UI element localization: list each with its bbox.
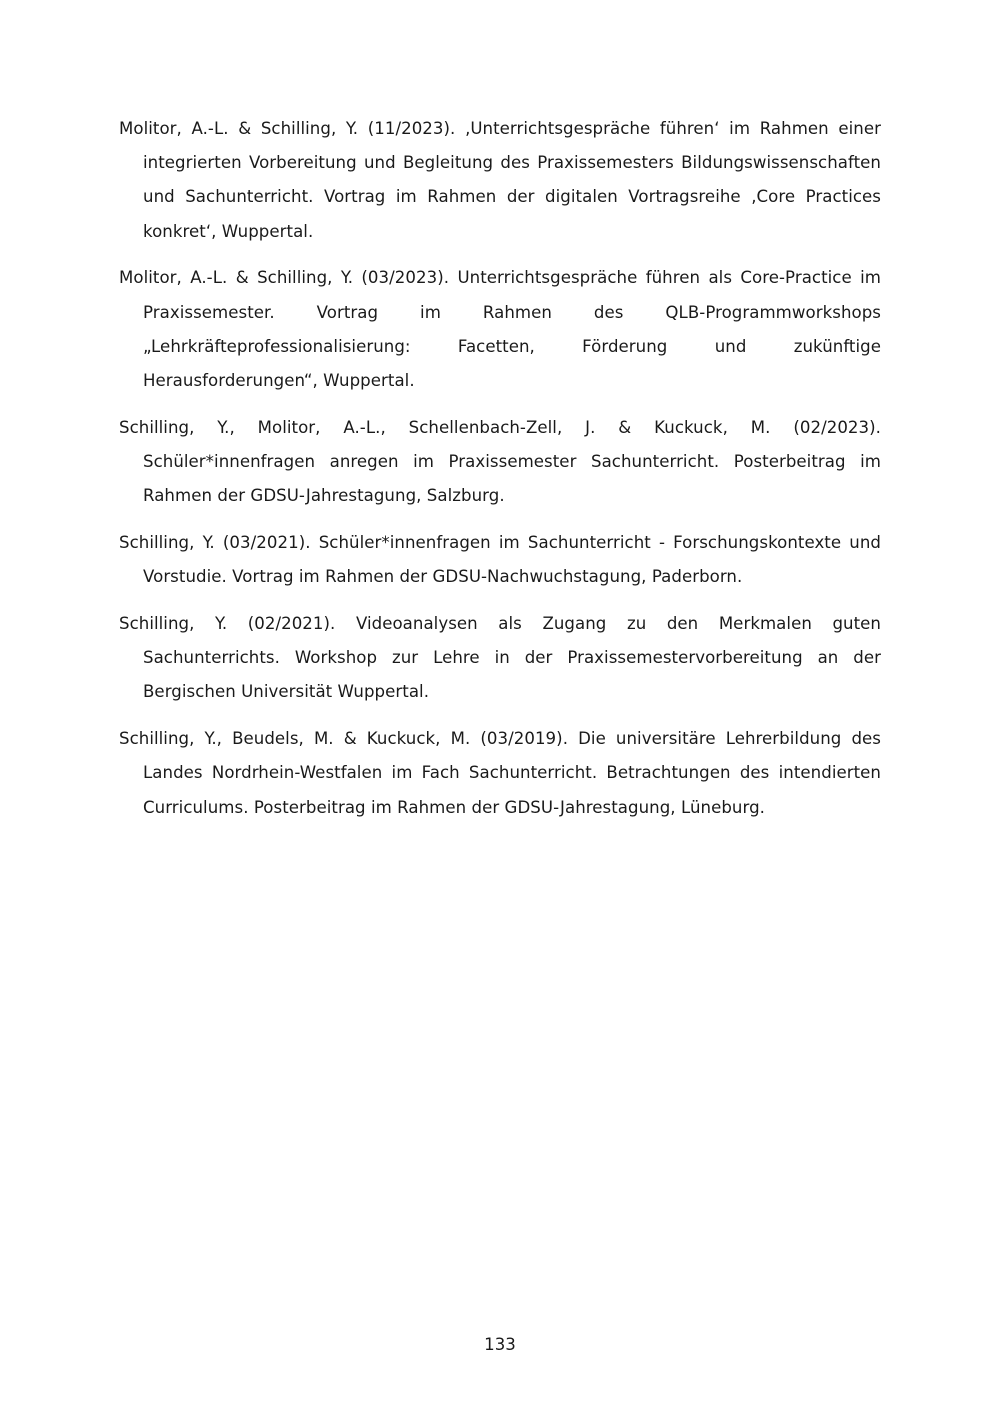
reference-entry: Schilling, Y., Beudels, M. & Kuckuck, M. (03/2019). Die universitäre Lehrerbildung des Landes Nordrhein-Westfalen im Fach Sachunterricht. Betrachtungen des intendierten Curriculums. Posterbeitrag im Rahmen der GDSU-Jahrestagung, Lüneburg. bbox=[119, 729, 881, 817]
page-number: 133 bbox=[484, 1335, 516, 1354]
reference-entry: Schilling, Y. (02/2021). Videoanalysen als Zugang zu den Merkmalen guten Sachunterrichts. Workshop zur Lehre in der Praxissemestervorbereitung an der Bergischen Universität Wuppertal. bbox=[119, 614, 881, 702]
reference-entry: Molitor, A.-L. & Schilling, Y. (03/2023). Unterrichtsgespräche führen als Core-Practice im Praxissemester. Vortrag im Rahmen des QLB-Programmworkshops „Lehrkräfteprofessionalisierung: Facetten, Förderung und zukünftige Herausforderungen“, Wuppertal. bbox=[119, 268, 881, 391]
reference-list bbox=[119, 112, 881, 837]
reference-entry: Molitor, A.-L. & Schilling, Y. (11/2023). ‚Unterrichtsgespräche führen‘ im Rahmen einer integrierten Vorbereitung und Begleitung des Praxissemesters Bildungswissenschaften und Sachunterricht. Vortrag im Rahmen der digitalen Vortragsreihe ‚Core Practices konkret‘, Wuppertal. bbox=[119, 119, 881, 241]
reference-entry: Schilling, Y. (03/2021). Schüler*innenfragen im Sachunterricht - Forschungskontexte und Vorstudie. Vortrag im Rahmen der GDSU-Nachwuchstagung, Paderborn. bbox=[119, 533, 881, 587]
reference-entry: Schilling, Y., Molitor, A.-L., Schellenbach-Zell, J. & Kuckuck, M. (02/2023). Schüler*innenfragen anregen im Praxissemester Sachunterricht. Posterbeitrag im Rahmen der GDSU-Jahrestagung, Salzburg. bbox=[119, 417, 881, 506]
